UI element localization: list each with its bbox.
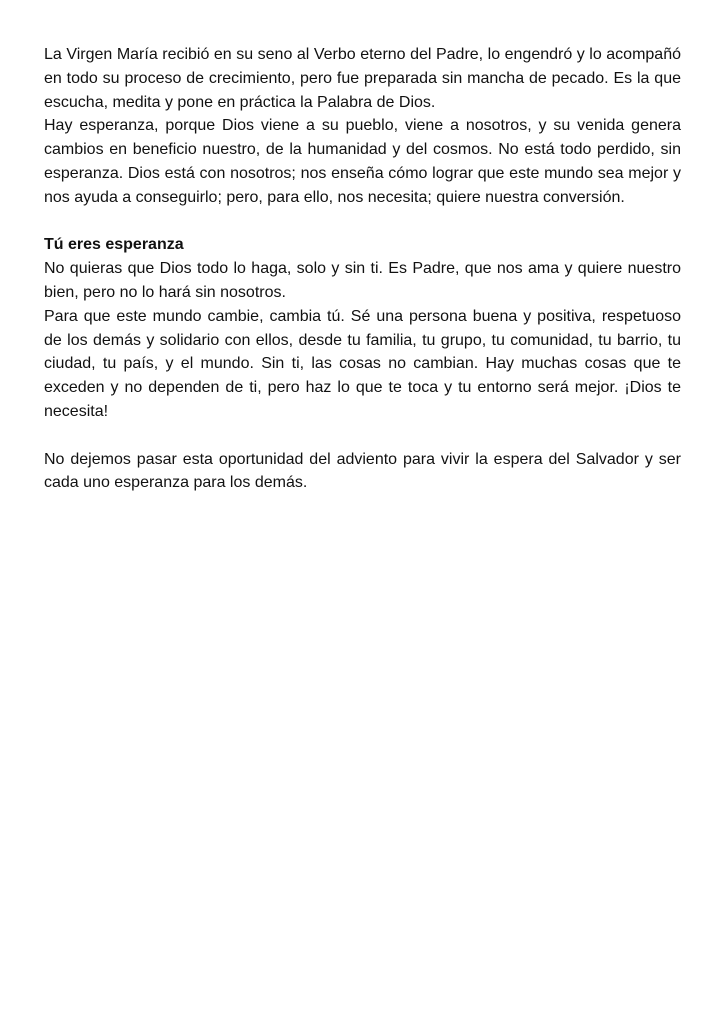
paragraph-hay-esperanza: Hay esperanza, porque Dios viene a su pueblo, viene a nosotros, y su venida genera cambios en beneficio nuestro, de la humanidad y del cosmos. No está todo perdido, sin esperanza. Dios está con nosotros; nos enseña cómo lograr que este mundo sea mejor y nos ayuda a conseguirlo; pero, para ello, nos necesita; quiere nuestra conversión. (44, 117, 681, 206)
document-page (44, 43, 681, 495)
paragraph-spacer (44, 210, 681, 234)
paragraph-spacer (44, 424, 681, 448)
section-heading: Tú eres esperanza (44, 236, 184, 254)
paragraph-closing: No dejemos pasar esta oportunidad del adviento para vivir la espera del Salvador y ser cada uno esperanza para los demás. (44, 450, 681, 492)
paragraph-para-que-cambie: Para que este mundo cambie, cambia tú. Sé una persona buena y positiva, respetuoso de los demás y solidario con ellos, desde tu familia, tu grupo, tu comunidad, tu barrio, tu ciudad, tu país, y el mundo. Sin ti, las cosas no cambian. Hay muchas cosas que te exceden y no dependen de ti, pero haz lo que te toca y tu entorno será mejor. ¡Dios te necesita! (44, 307, 681, 420)
paragraph-no-quieras: No quieras que Dios todo lo haga, solo y sin ti. Es Padre, que nos ama y quiere nuestro bien, pero no lo hará sin nosotros. (44, 260, 681, 301)
paragraph-virgen-maria: La Virgen María recibió en su seno al Verbo eterno del Padre, lo engendró y lo acompañó en todo su proceso de crecimiento, pero fue preparada sin mancha de pecado. Es la que escucha, medita y pone en práctica la Palabra de Dios. (44, 46, 681, 111)
